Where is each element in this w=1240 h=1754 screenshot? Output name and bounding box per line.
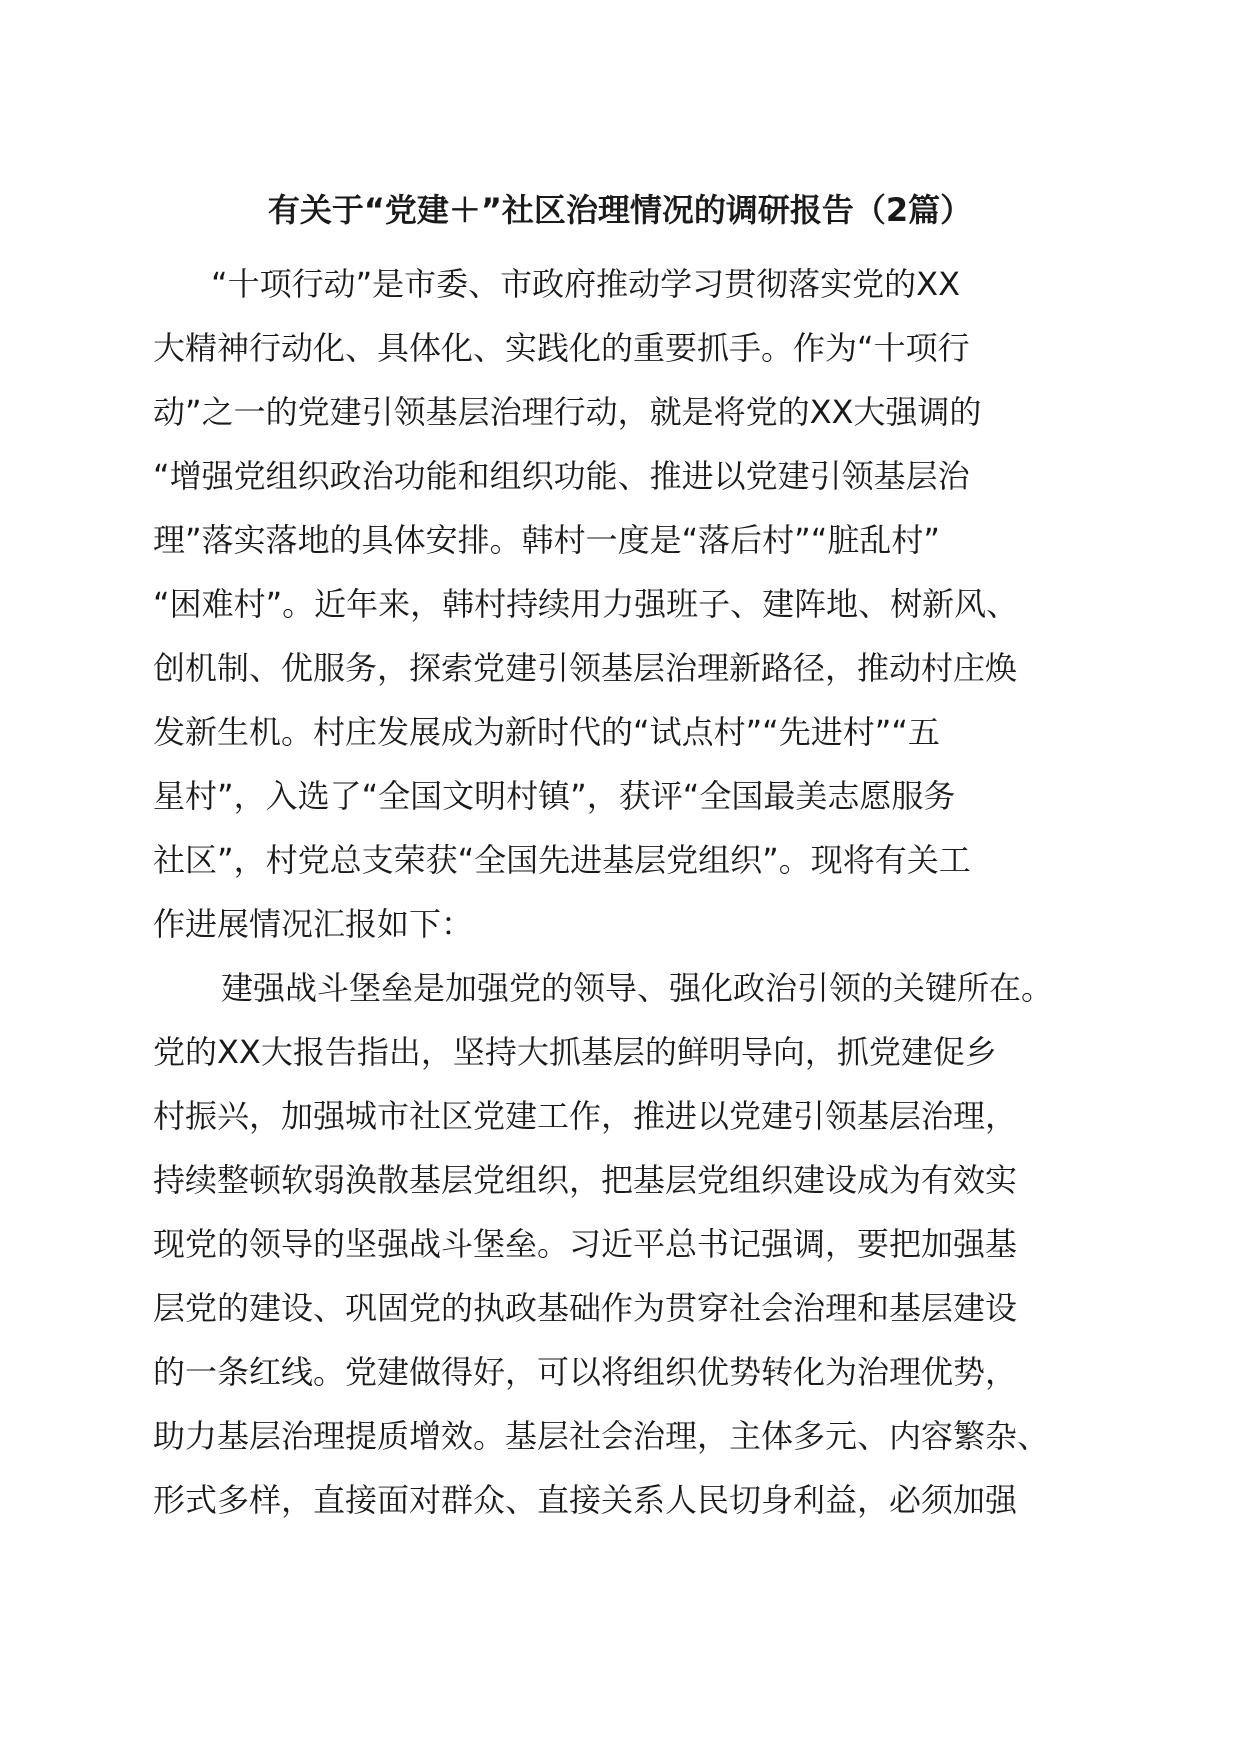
paragraph-2-line-7: 的一条红线。党建做得好，可以将组织优势转化为治理优势，: [153, 1353, 1018, 1391]
paragraph-2-line-1: 建强战斗堡垒是加强党的领导、强化政治引领的关键所在。: [221, 969, 1054, 1007]
paragraph-2-line-6: 层党的建设、巩固党的执政基础作为贯穿社会治理和基层建设: [153, 1289, 1018, 1327]
paragraph-2-line-5: 现党的领导的坚强战斗堡垒。习近平总书记强调，要把加强基: [153, 1225, 1018, 1263]
paragraph-1-line-11: 作进展情况汇报如下：: [153, 905, 474, 943]
paragraph-1-line-6: “困难村”。近年来，韩村持续用力强班子、建阵地、树新风、: [153, 585, 1019, 623]
paragraph-2-line-2: 党的XX大报告指出，坚持大抓基层的鲜明导向，抓党建促乡: [153, 1033, 997, 1071]
paragraph-2-line-9: 形式多样，直接面对群众、直接关系人民切身利益，必须加强: [153, 1481, 1018, 1519]
paragraph-1-line-9: 星村”，入选了“全国文明村镇”，获评“全国最美志愿服务: [153, 777, 956, 815]
paragraph-1-line-2: 大精神行动化、具体化、实践化的重要抓手。作为“十项行: [153, 329, 970, 367]
paragraph-1-line-8: 发新生机。村庄发展成为新时代的“试点村”“先进村”“五: [153, 713, 940, 751]
paragraph-2-line-8: 助力基层治理提质增效。基层社会治理，主体多元、内容繁杂、: [153, 1417, 1050, 1455]
paragraph-1-line-1: “十项行动”是市委、市政府推动学习贯彻落实党的XX: [211, 265, 961, 303]
paragraph-1-line-5: 理”落实落地的具体安排。韩村一度是“落后村”“脏乱村”: [153, 521, 940, 559]
paragraph-1-line-7: 创机制、优服务，探索党建引领基层治理新路径，推动村庄焕: [153, 649, 1018, 687]
paragraph-1-line-3: 动”之一的党建引领基层治理行动，就是将党的XX大强调的: [153, 393, 982, 431]
paragraph-2-line-4: 持续整顿软弱涣散基层党组织，把基层党组织建设成为有效实: [153, 1161, 1018, 1199]
paragraph-1-line-10: 社区”，村党总支荣获“全国先进基层党组织”。现将有关工: [153, 841, 971, 879]
paragraph-1-line-4: “增强党组织政治功能和组织功能、推进以党建引领基层治: [153, 457, 970, 495]
document-title: 有关于“党建＋”社区治理情况的调研报告（2篇）: [267, 191, 973, 229]
paragraph-2-line-3: 村振兴，加强城市社区党建工作，推进以党建引领基层治理，: [153, 1097, 1018, 1135]
